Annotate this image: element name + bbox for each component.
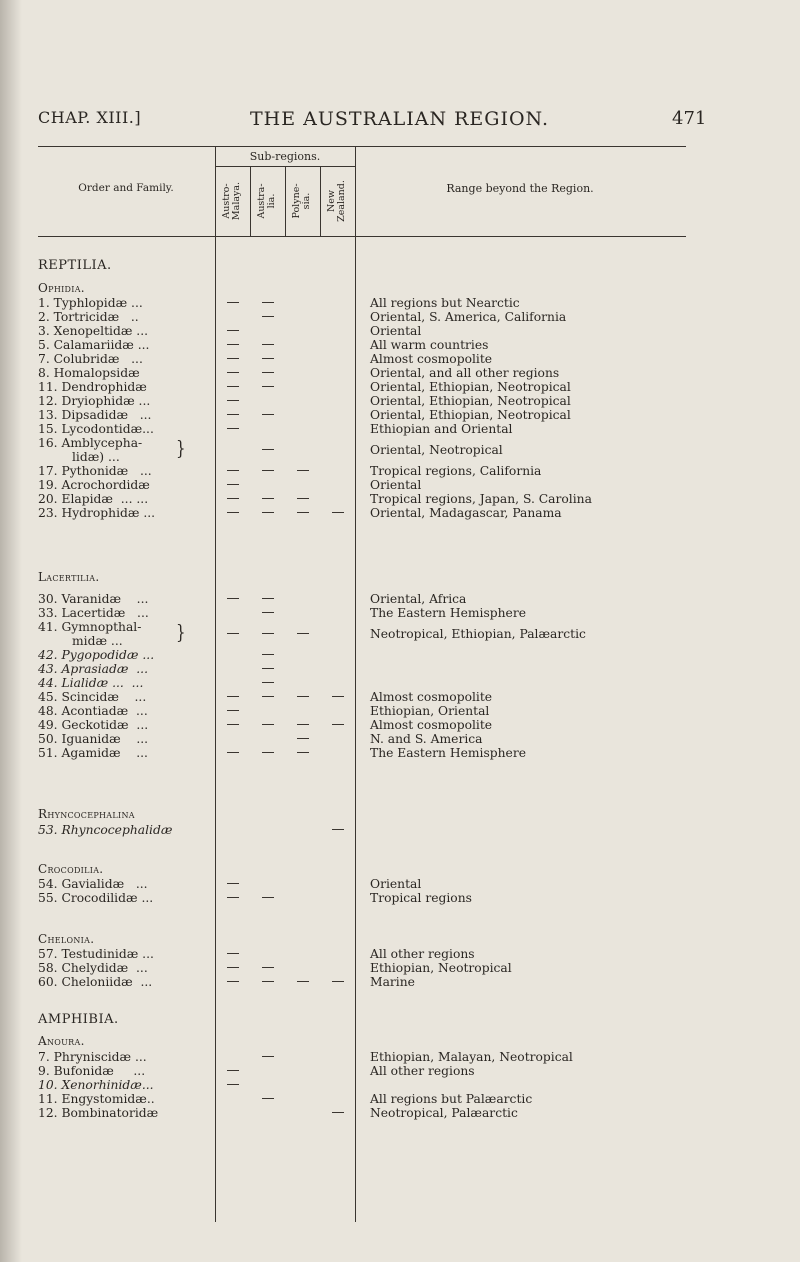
presence-dash xyxy=(262,696,274,697)
presence-dash xyxy=(262,668,274,669)
family-name: 44. Lialidæ ... ... xyxy=(38,676,144,690)
table-row xyxy=(0,506,800,520)
range-text: Oriental xyxy=(370,877,422,891)
presence-dash xyxy=(262,386,274,387)
class-heading: AMPHIBIA. xyxy=(38,1012,119,1027)
range-text: All other regions xyxy=(370,947,475,961)
presence-dash xyxy=(262,512,274,513)
family-name: 19. Acrochordidæ xyxy=(38,478,150,492)
order-heading: Crocodilia. xyxy=(38,862,104,876)
order-heading: Lacertilia. xyxy=(38,570,100,584)
range-text: Almost cosmopolite xyxy=(370,352,493,366)
range-text: The Eastern Hemisphere xyxy=(370,746,526,760)
range-text: All regions but Palæarctic xyxy=(370,1092,533,1106)
family-name: 10. Xenorhinidæ... xyxy=(38,1078,154,1092)
range-text: Oriental, S. America, California xyxy=(370,310,567,324)
family-name: 51. Agamidæ ... xyxy=(38,746,148,760)
range-text: Oriental, Ethiopian, Neotropical xyxy=(370,380,571,394)
range-text: Ethiopian, Oriental xyxy=(370,704,490,718)
page-title: THE AUSTRALIAN REGION. xyxy=(250,108,549,130)
family-name: 55. Crocodilidæ ... xyxy=(38,891,154,905)
range-text: Almost cosmopolite xyxy=(370,690,493,704)
range-text: Oriental, and all other regions xyxy=(370,366,560,380)
table-row xyxy=(0,352,800,366)
table-row xyxy=(0,961,800,975)
presence-dash xyxy=(332,1112,344,1113)
brace-glyph: } xyxy=(176,436,186,460)
table-row xyxy=(0,606,800,620)
presence-dash xyxy=(227,1084,239,1085)
family-name: 57. Testudinidæ ... xyxy=(38,947,154,961)
table-row xyxy=(0,746,800,760)
presence-dash xyxy=(227,897,239,898)
presence-dash xyxy=(262,752,274,753)
presence-dash xyxy=(297,696,309,697)
presence-dash xyxy=(332,981,344,982)
table-top-rule xyxy=(38,146,686,147)
table-row xyxy=(0,1092,800,1106)
family-name: 1. Typhlopidæ ... xyxy=(38,296,143,310)
range-text: Neotropical, Palæarctic xyxy=(370,1106,518,1120)
table-row xyxy=(0,1106,800,1120)
range-text: All other regions xyxy=(370,1064,475,1078)
range-text: Tropical regions, Japan, S. Carolina xyxy=(370,492,592,506)
table-row xyxy=(0,1078,800,1092)
family-name: 13. Dipsadidæ ... xyxy=(38,408,152,422)
table-row xyxy=(0,823,800,837)
range-text: Ethiopian, Neotropical xyxy=(370,961,512,975)
presence-dash xyxy=(262,1056,274,1057)
family-name: 20. Elapidæ ... ... xyxy=(38,492,149,506)
table-row xyxy=(0,975,800,989)
presence-dash xyxy=(227,883,239,884)
presence-dash xyxy=(332,512,344,513)
presence-dash xyxy=(227,598,239,599)
range-text: The Eastern Hemisphere xyxy=(370,606,526,620)
presence-dash xyxy=(262,449,274,450)
family-name: 9. Bufonidæ ... xyxy=(38,1064,146,1078)
order-heading: Rhyncocephalina xyxy=(38,807,135,821)
table-row xyxy=(0,380,800,394)
column-divider xyxy=(320,166,321,236)
presence-dash xyxy=(262,981,274,982)
family-name: 2. Tortricidæ .. xyxy=(38,310,139,324)
family-name: 12. Bombinatoridæ xyxy=(38,1106,159,1120)
presence-dash xyxy=(227,633,239,634)
table-row xyxy=(0,947,800,961)
family-name: 8. Homalopsidæ xyxy=(38,366,140,380)
presence-dash xyxy=(262,654,274,655)
family-name: 48. Acontiadæ ... xyxy=(38,704,148,718)
table-row xyxy=(0,690,800,704)
family-name: 16. Amblycepha- xyxy=(38,436,143,450)
table-row xyxy=(0,310,800,324)
range-text: Tropical regions, California xyxy=(370,464,542,478)
class-heading: REPTILIA. xyxy=(38,258,112,273)
presence-dash xyxy=(332,696,344,697)
table-row xyxy=(0,478,800,492)
range-text: Almost cosmopolite xyxy=(370,718,493,732)
presence-dash xyxy=(262,470,274,471)
range-text: Marine xyxy=(370,975,415,989)
range-text: Neotropical, Ethiopian, Palæarctic xyxy=(370,627,586,641)
presence-dash xyxy=(227,953,239,954)
table-row xyxy=(0,718,800,732)
table-row xyxy=(0,324,800,338)
presence-dash xyxy=(297,752,309,753)
chapter-label: CHAP. XIII.] xyxy=(38,108,142,127)
column-divider xyxy=(285,166,286,236)
presence-dash xyxy=(262,633,274,634)
presence-dash xyxy=(227,752,239,753)
order-heading: Ophidia. xyxy=(38,281,85,295)
presence-dash xyxy=(227,696,239,697)
presence-dash xyxy=(227,400,239,401)
family-name: 15. Lycodontidæ... xyxy=(38,422,154,436)
family-name: 45. Scincidæ ... xyxy=(38,690,147,704)
presence-dash xyxy=(227,512,239,513)
table-row xyxy=(0,492,800,506)
presence-dash xyxy=(227,470,239,471)
family-name: 58. Chelydidæ ... xyxy=(38,961,148,975)
presence-dash xyxy=(227,498,239,499)
range-text: Oriental, Ethiopian, Neotropical xyxy=(370,394,571,408)
family-name: 30. Varanidæ ... xyxy=(38,592,149,606)
order-heading: Anoura. xyxy=(38,1034,85,1048)
family-name: 41. Gymnopthal- xyxy=(38,620,142,634)
presence-dash xyxy=(227,386,239,387)
family-name-continued: lidæ) ... xyxy=(72,450,120,464)
presence-dash xyxy=(262,1098,274,1099)
table-row xyxy=(0,891,800,905)
family-name: 43. Aprasiadæ ... xyxy=(38,662,148,676)
range-text: Oriental, Madagascar, Panama xyxy=(370,506,562,520)
table-row xyxy=(0,296,800,310)
range-header: Range beyond the Region. xyxy=(446,182,594,195)
family-name: 7. Phryniscidæ ... xyxy=(38,1050,147,1064)
range-text: Ethiopian, Malayan, Neotropical xyxy=(370,1050,573,1064)
presence-dash xyxy=(297,724,309,725)
brace-glyph: } xyxy=(176,620,186,644)
family-name-continued: midæ ... xyxy=(72,634,123,648)
presence-dash xyxy=(332,724,344,725)
presence-dash xyxy=(297,633,309,634)
presence-dash xyxy=(227,1070,239,1071)
presence-dash xyxy=(227,414,239,415)
range-text: Oriental xyxy=(370,478,422,492)
table-row xyxy=(0,394,800,408)
new-zealand-header: New Zealand. xyxy=(326,180,347,222)
range-text: Oriental, Ethiopian, Neotropical xyxy=(370,408,571,422)
table-row xyxy=(0,877,800,891)
column-divider xyxy=(250,166,251,236)
range-text: All regions but Nearctic xyxy=(370,296,520,310)
table-row xyxy=(0,592,800,606)
presence-dash xyxy=(262,682,274,683)
presence-dash xyxy=(262,316,274,317)
table-row xyxy=(0,1064,800,1078)
presence-dash xyxy=(262,372,274,373)
family-name: 3. Xenopeltidæ ... xyxy=(38,324,149,338)
family-name: 11. Engystomidæ.. xyxy=(38,1092,155,1106)
presence-dash xyxy=(262,358,274,359)
presence-dash xyxy=(262,612,274,613)
subregions-header: Sub-regions. xyxy=(249,150,321,163)
family-name: 5. Calamariidæ ... xyxy=(38,338,150,352)
family-name: 12. Dryiophidæ ... xyxy=(38,394,151,408)
table-row xyxy=(0,620,800,648)
presence-dash xyxy=(227,981,239,982)
range-text: Oriental xyxy=(370,324,422,338)
presence-dash xyxy=(262,724,274,725)
order-family-header: Order and Family. xyxy=(78,182,174,194)
presence-dash xyxy=(297,470,309,471)
presence-dash xyxy=(262,598,274,599)
family-name: 54. Gavialidæ ... xyxy=(38,877,148,891)
order-heading: Chelonia. xyxy=(38,932,95,946)
table-row xyxy=(0,1050,800,1064)
family-name: 49. Geckotidæ ... xyxy=(38,718,149,732)
family-name: 50. Iguanidæ ... xyxy=(38,732,149,746)
table-header-rule xyxy=(38,236,686,237)
presence-dash xyxy=(297,981,309,982)
family-name: 7. Colubridæ ... xyxy=(38,352,143,366)
range-text: N. and S. America xyxy=(370,732,483,746)
presence-dash xyxy=(227,724,239,725)
table-row xyxy=(0,648,800,662)
austro-malaya-header: Austro- Malaya. xyxy=(221,181,242,221)
presence-dash xyxy=(297,512,309,513)
table-row xyxy=(0,422,800,436)
presence-dash xyxy=(227,302,239,303)
table-row xyxy=(0,704,800,718)
presence-dash xyxy=(227,372,239,373)
presence-dash xyxy=(262,897,274,898)
presence-dash xyxy=(227,967,239,968)
presence-dash xyxy=(227,710,239,711)
range-text: Tropical regions xyxy=(370,891,472,905)
family-name: 23. Hydrophidæ ... xyxy=(38,506,156,520)
table-row xyxy=(0,436,800,464)
family-name: 11. Dendrophidæ xyxy=(38,380,147,394)
presence-dash xyxy=(262,498,274,499)
running-header xyxy=(0,108,800,134)
family-name: 33. Lacertidæ ... xyxy=(38,606,149,620)
presence-dash xyxy=(227,428,239,429)
presence-dash xyxy=(332,829,344,830)
polynesia-header: Polyne- sia. xyxy=(291,183,312,219)
page-number: 471 xyxy=(672,108,707,129)
range-text: Oriental, Africa xyxy=(370,592,467,606)
presence-dash xyxy=(297,498,309,499)
table-row xyxy=(0,732,800,746)
presence-dash xyxy=(262,302,274,303)
family-name: 42. Pygopodidæ ... xyxy=(38,648,155,662)
range-text: Ethiopian and Oriental xyxy=(370,422,513,436)
presence-dash xyxy=(227,358,239,359)
family-name: 60. Cheloniidæ ... xyxy=(38,975,153,989)
presence-dash xyxy=(262,414,274,415)
table-row xyxy=(0,662,800,676)
presence-dash xyxy=(227,330,239,331)
australia-header: Austra- lia. xyxy=(256,183,277,219)
table-row xyxy=(0,464,800,478)
family-name: 17. Pythonidæ ... xyxy=(38,464,152,478)
family-name: 53. Rhyncocephalidæ xyxy=(38,823,173,837)
table-row xyxy=(0,408,800,422)
range-text: All warm countries xyxy=(370,338,489,352)
presence-dash xyxy=(262,967,274,968)
range-text: Oriental, Neotropical xyxy=(370,443,503,457)
presence-dash xyxy=(297,738,309,739)
presence-dash xyxy=(227,484,239,485)
presence-dash xyxy=(227,344,239,345)
table-row xyxy=(0,366,800,380)
table-row xyxy=(0,676,800,690)
presence-dash xyxy=(262,344,274,345)
table-row xyxy=(0,338,800,352)
